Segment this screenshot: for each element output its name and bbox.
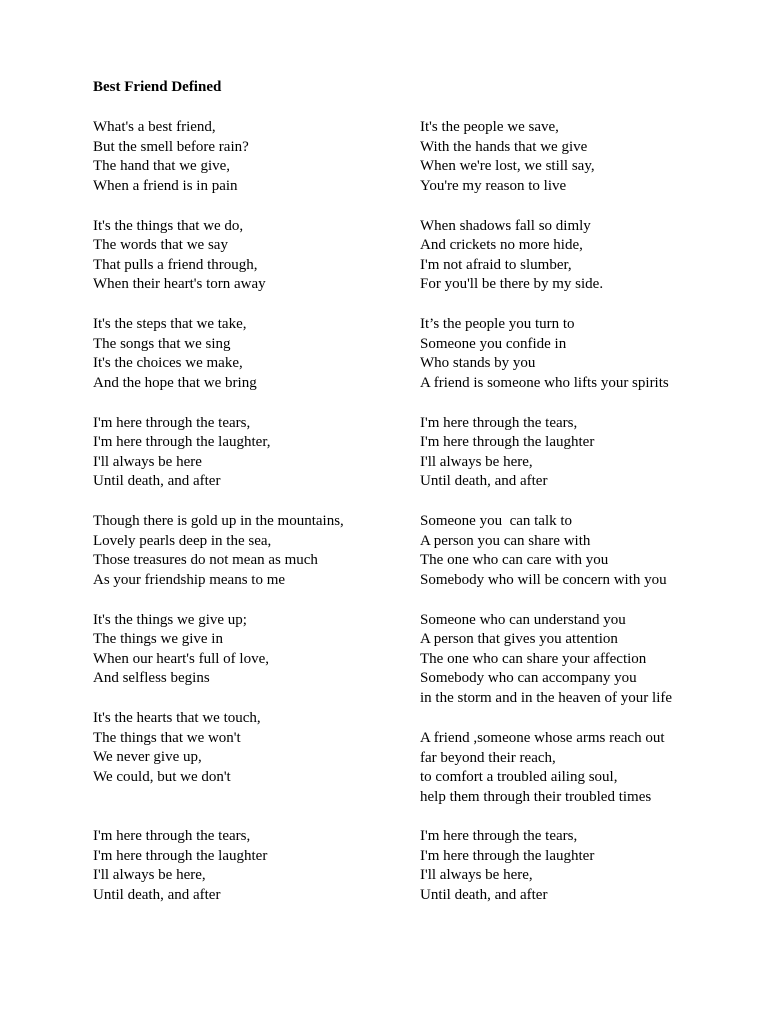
poem-line: And crickets no more hide,: [420, 237, 583, 254]
poem-line: The one who can care with you: [420, 552, 609, 569]
poem-line: For you'll be there by my side.: [420, 276, 604, 293]
poem-line: The songs that we sing: [93, 335, 231, 352]
poem-line: I'm here through the tears,: [93, 414, 251, 431]
poem-line: But the smell before rain?: [93, 138, 249, 155]
poem-line: I'm here through the laughter: [93, 847, 268, 864]
poem-line: Those treasures do not mean as much: [93, 552, 318, 569]
poem-line: I'm here through the tears,: [93, 828, 251, 844]
poem-line: As your friendship means to me: [93, 571, 286, 588]
poem-line: I'm here through the tears,: [420, 828, 578, 844]
poem-line: I'm here through the laughter,: [93, 434, 271, 451]
poem-line: help them through their troubled times: [420, 788, 652, 805]
poem-line: Lovely pearls deep in the sea,: [93, 532, 272, 549]
stanza: [420, 827, 760, 905]
stanza: [93, 709, 413, 787]
poem-line: I'm here through the tears,: [420, 414, 578, 431]
poem-line: I'll always be here,: [93, 867, 206, 884]
poem-line: It's the things we give up;: [93, 611, 247, 628]
stanza: [420, 611, 760, 709]
poem-line: The things that we won't: [93, 729, 241, 746]
stanza: [420, 512, 760, 590]
poem-line: When our heart's full of love,: [93, 650, 269, 667]
poem-line: It's the things that we do,: [93, 217, 244, 234]
poem-line: When a friend is in pain: [93, 177, 238, 194]
poem-line: I'll always be here,: [420, 453, 533, 470]
poem-line: far beyond their reach,: [420, 749, 556, 766]
stanza: [420, 118, 760, 196]
poem-line: The words that we say: [93, 237, 228, 254]
poem-line: And selfless begins: [93, 670, 210, 687]
stanza: [93, 512, 413, 590]
poem-line: I'm not afraid to slumber,: [420, 256, 572, 273]
poem-line: to comfort a troubled ailing soul,: [420, 769, 618, 786]
poem-line: A friend is someone who lifts your spirits: [420, 374, 669, 391]
poem-line: It's the people we save,: [420, 119, 559, 135]
poem-line: It's the choices we make,: [93, 355, 243, 372]
poem-line: A person that gives you attention: [420, 631, 618, 648]
poem-line: I'll always be here: [93, 453, 202, 470]
stanza: [93, 827, 413, 905]
poem-line: in the storm and in the heaven of your life: [420, 689, 673, 706]
poem-line: Until death, and after: [420, 473, 548, 490]
stanza: [93, 315, 413, 393]
stanza: [93, 118, 413, 196]
poem-line: Though there is gold up in the mountains,: [93, 513, 344, 529]
poem-line: When shadows fall so dimly: [420, 217, 591, 234]
poem-line: Someone you can talk to: [420, 513, 573, 529]
poem-line: Who stands by you: [420, 355, 536, 372]
poem-line: When their heart's torn away: [93, 276, 266, 293]
stanza: [93, 611, 413, 689]
poem-line: Until death, and after: [93, 886, 221, 903]
poem-line: Someone who can understand you: [420, 611, 626, 628]
poem-line: It’s the people you turn to: [420, 316, 575, 332]
poem-line: It's the steps that we take,: [93, 316, 247, 332]
poem-line: The one who can share your affection: [420, 650, 647, 667]
poem-line: Until death, and after: [420, 886, 548, 903]
poem-line: I'll always be here,: [420, 867, 533, 884]
poem-line: Until death, and after: [93, 473, 221, 490]
poem-line: You're my reason to live: [420, 177, 567, 194]
stanza: [420, 217, 760, 295]
poem-line: Somebody who can accompany you: [420, 670, 637, 687]
poem-line: A friend ,someone whose arms reach out: [420, 730, 665, 746]
poem-line: Someone you confide in: [420, 335, 567, 352]
poem-line: I'm here through the laughter: [420, 434, 595, 451]
poem-line: And the hope that we bring: [93, 374, 257, 391]
stanza: [420, 729, 760, 807]
poem-line: A person you can share with: [420, 532, 591, 549]
stanza: [93, 217, 413, 295]
poem-line: Somebody who will be concern with you: [420, 571, 667, 588]
poem-line: That pulls a friend through,: [93, 256, 258, 273]
poem-line: The hand that we give,: [93, 158, 231, 175]
poem-line: When we're lost, we still say,: [420, 158, 595, 175]
poem-line: With the hands that we give: [420, 138, 588, 155]
poem-line: What's a best friend,: [93, 119, 216, 135]
poem-title: Best Friend Defined: [93, 79, 222, 95]
stanza: [93, 414, 413, 492]
poem-line: We never give up,: [93, 749, 202, 766]
poem-line: We could, but we don't: [93, 768, 231, 785]
stanza: [420, 414, 760, 492]
poem-line: The things we give in: [93, 631, 223, 648]
poem-line: I'm here through the laughter: [420, 847, 595, 864]
poem-line: It's the hearts that we touch,: [93, 710, 261, 726]
stanza: [420, 315, 760, 393]
